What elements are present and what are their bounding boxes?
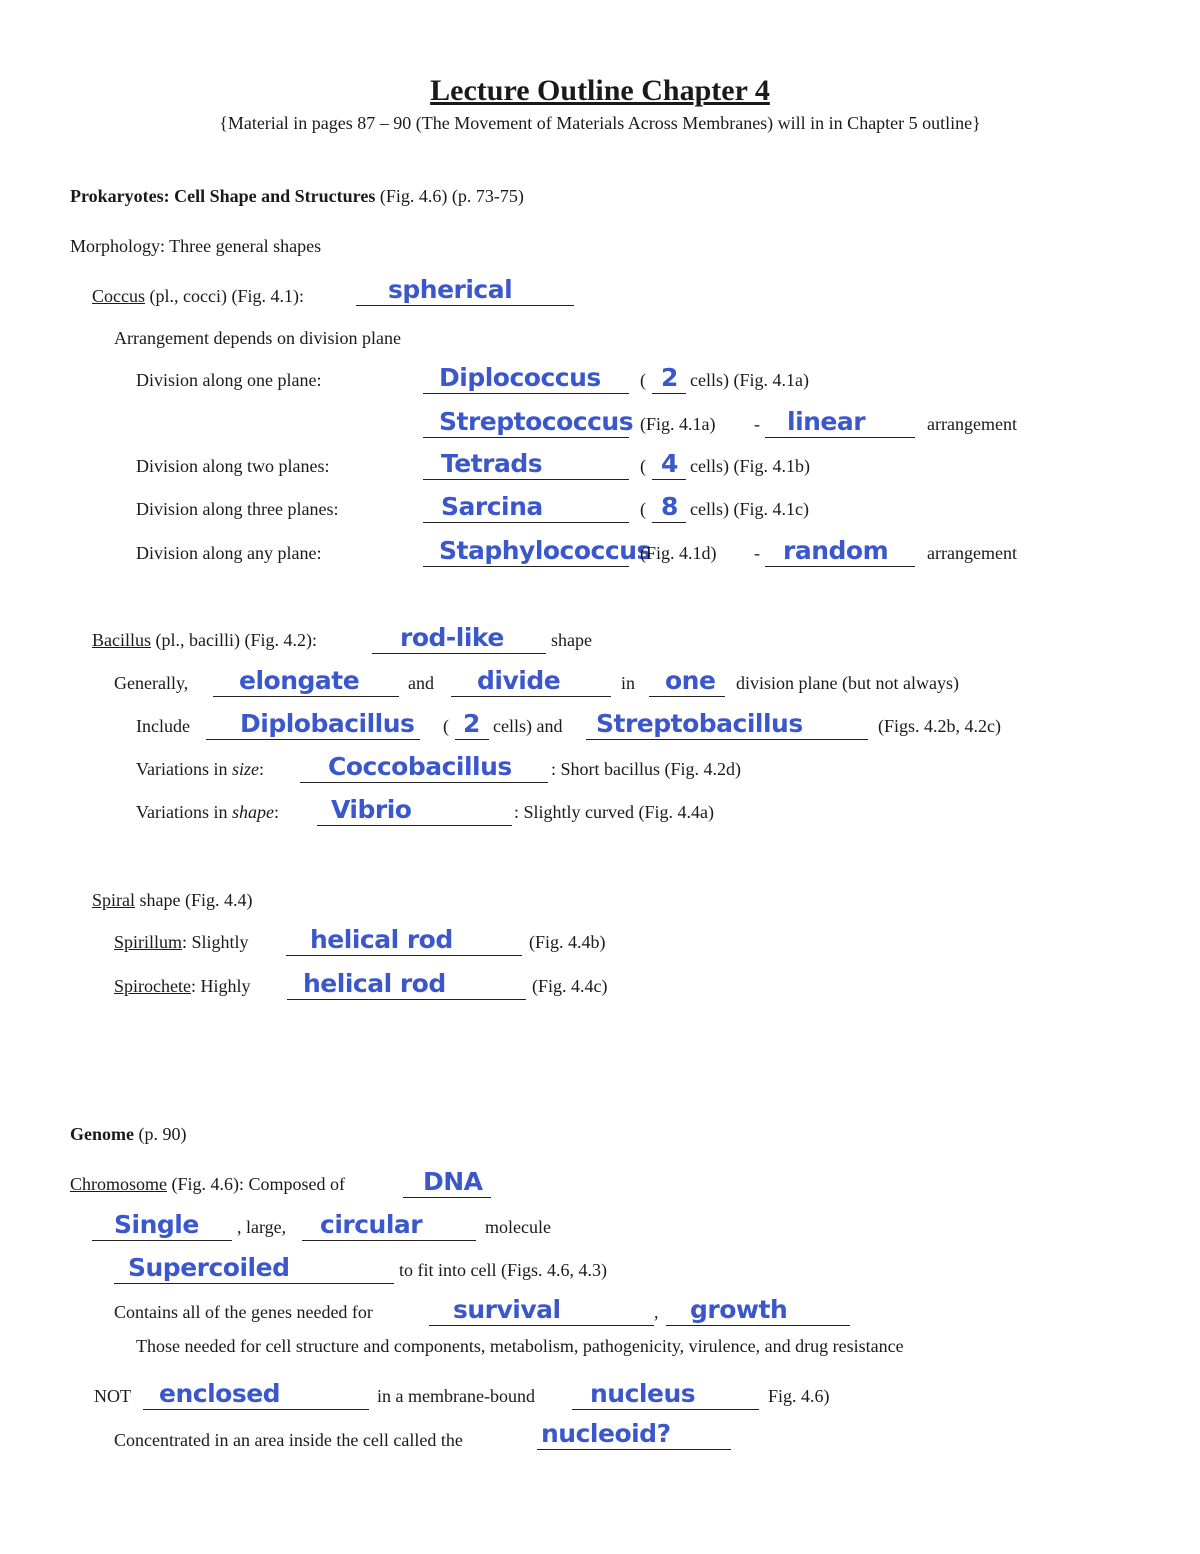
include-label: Include (136, 716, 190, 736)
supercoiled-blank (114, 1253, 394, 1284)
division-plane-text: division plane (but not always) (736, 673, 959, 693)
divide-answer: divide (477, 666, 561, 695)
any-plane-arr-answer: random (783, 536, 889, 565)
spiral-term: Spiral (92, 890, 135, 910)
size-answer: Coccobacillus (328, 752, 512, 781)
bacillus-term: Bacillus (92, 630, 151, 650)
coccus-line (92, 284, 304, 308)
coccus-rest: (pl., cocci) (Fig. 4.1): (145, 286, 304, 306)
shape-em: shape (232, 802, 274, 822)
any-plane-dash: - (754, 543, 760, 563)
prokaryotes-heading-line (70, 184, 524, 208)
size-blank (300, 752, 548, 783)
one-plane-blank (423, 363, 629, 394)
nucleoid-answer: nucleoid? (541, 1419, 671, 1448)
prokaryotes-ref: (Fig. 4.6) (p. 73-75) (375, 186, 524, 206)
any-plane-fig: (Fig. 4.1d) (640, 543, 717, 563)
genome-ref: (p. 90) (133, 1124, 187, 1144)
two-planes-answer: Tetrads (441, 449, 543, 478)
coccus-blank (356, 275, 574, 306)
shape-pre: Variations in (136, 802, 232, 822)
genome-heading: Genome (70, 1124, 134, 1144)
morphology-line: Morphology: Three general shapes (70, 236, 322, 256)
two-planes-num: 4 (661, 449, 678, 478)
single-answer: Single (114, 1210, 199, 1239)
any-plane-blank (423, 536, 651, 567)
any-plane-answer: Staphylococcus (439, 536, 651, 565)
diplobacillus-answer: Diplobacillus (240, 709, 415, 738)
spirochete-rest: : Highly (190, 976, 251, 996)
growth-answer: growth (690, 1295, 788, 1324)
any-plane-arr-blank (765, 536, 915, 567)
bacillus-line (92, 628, 317, 652)
single-blank (92, 1210, 232, 1241)
comma-text: , (654, 1302, 659, 1322)
elongate-answer: elongate (239, 666, 360, 695)
size-em: size (232, 759, 259, 779)
three-planes-num-blank (652, 492, 686, 523)
page-subtitle: {Material in pages 87 – 90 (The Movement of Materials Across Membranes) will in in Chapter 5 outline} (219, 113, 981, 133)
two-planes-label: Division along two planes: (136, 456, 330, 476)
shape-blank (317, 795, 512, 826)
shape-desc: : Slightly curved (Fig. 4.4a) (514, 802, 714, 822)
spirillum-term: Spirillum (114, 932, 183, 952)
large-text: , large, (237, 1217, 287, 1237)
generally-label: Generally, (114, 673, 189, 693)
include-cells: cells) and (493, 716, 563, 736)
chromosome-line (70, 1172, 345, 1196)
spirillum-answer: helical rod (310, 925, 453, 954)
two-planes-num-blank (652, 449, 686, 480)
strep-fig: (Fig. 4.1a) (640, 414, 716, 434)
three-planes-label: Division along three planes: (136, 499, 339, 519)
spirillum-rest: : Slightly (182, 932, 249, 952)
one-plane-num: 2 (661, 363, 678, 392)
any-plane-label: Division along any plane: (136, 543, 322, 563)
two-planes-blank (423, 449, 629, 480)
spirochete-answer: helical rod (303, 969, 446, 998)
spiral-line (92, 888, 252, 912)
streptobacillus-blank (586, 709, 868, 740)
dna-answer: DNA (423, 1167, 483, 1196)
coccus-answer: spherical (388, 275, 513, 304)
spiral-rest: shape (Fig. 4.4) (135, 890, 253, 910)
elongate-blank (213, 666, 399, 697)
shape-post: : (274, 802, 280, 822)
one-plane-answer: Diplococcus (439, 363, 601, 392)
spirillum-blank (286, 925, 522, 956)
one-answer: one (665, 666, 716, 695)
enclosed-answer: enclosed (159, 1379, 281, 1408)
diplobacillus-blank (206, 709, 420, 740)
strep-arr-answer: linear (787, 407, 866, 436)
circular-answer: circular (320, 1210, 423, 1239)
bacillus-shape-word: shape (551, 630, 592, 650)
chromosome-term: Chromosome (70, 1174, 167, 1194)
one-plane-open: ( (640, 370, 646, 390)
three-planes-answer: Sarcina (441, 492, 543, 521)
include-num: 2 (463, 709, 480, 738)
fig-close-text: Fig. 4.6) (768, 1386, 830, 1406)
and-word: and (408, 673, 434, 693)
survival-blank (429, 1295, 654, 1326)
concentrated-text: Concentrated in an area inside the cell called the (114, 1430, 463, 1450)
bacillus-blank (372, 623, 546, 654)
nucleus-answer: nucleus (590, 1379, 696, 1408)
growth-blank (666, 1295, 850, 1326)
prokaryotes-heading: Prokaryotes: Cell Shape and Structures (70, 186, 376, 206)
supercoiled-answer: Supercoiled (128, 1253, 290, 1282)
contains-text: Contains all of the genes needed for (114, 1302, 373, 1322)
coccus-term: Coccus (92, 286, 145, 306)
bacillus-rest: (pl., bacilli) (Fig. 4.2): (151, 630, 317, 650)
size-label (136, 757, 264, 781)
three-planes-blank (423, 492, 629, 523)
survival-answer: survival (453, 1295, 561, 1324)
three-planes-open: ( (640, 499, 646, 519)
spirochete-line (114, 974, 251, 998)
one-blank (649, 666, 725, 697)
size-pre: Variations in (136, 759, 232, 779)
strep-arrangement-word: arrangement (927, 414, 1017, 434)
spirillum-fig: (Fig. 4.4b) (529, 932, 606, 952)
not-word: NOT (94, 1386, 131, 1406)
include-open: ( (443, 716, 449, 736)
any-plane-arrangement-word: arrangement (927, 543, 1017, 563)
two-planes-cells: cells) (Fig. 4.1b) (690, 456, 810, 476)
bacillus-answer: rod-like (400, 623, 504, 652)
include-figs: (Figs. 4.2b, 4.2c) (878, 716, 1001, 736)
size-post: : (259, 759, 265, 779)
strep-dash: - (754, 414, 760, 434)
enclosed-blank (143, 1379, 369, 1410)
nucleus-blank (572, 1379, 759, 1410)
chromosome-rest: (Fig. 4.6): Composed of (167, 1174, 345, 1194)
spirillum-line (114, 930, 249, 954)
membrane-text: in a membrane-bound (377, 1386, 535, 1406)
one-plane-label: Division along one plane: (136, 370, 322, 390)
dna-blank (403, 1167, 491, 1198)
circular-blank (302, 1210, 476, 1241)
shape-label (136, 800, 279, 824)
include-num-blank (455, 709, 489, 740)
three-planes-num: 8 (661, 492, 678, 521)
spirochete-blank (287, 969, 526, 1000)
size-desc: : Short bacillus (Fig. 4.2d) (551, 759, 741, 779)
divide-blank (451, 666, 611, 697)
in-word: in (621, 673, 636, 693)
page-title: Lecture Outline Chapter 4 (430, 74, 770, 107)
molecule-text: molecule (485, 1217, 551, 1237)
spirochete-fig: (Fig. 4.4c) (532, 976, 608, 996)
three-planes-cells: cells) (Fig. 4.1c) (690, 499, 809, 519)
nucleoid-blank (537, 1419, 731, 1450)
streptobacillus-answer: Streptobacillus (596, 709, 803, 738)
strep-arr-blank (765, 407, 915, 438)
one-plane-num-blank (652, 363, 686, 394)
fit-text: to fit into cell (Figs. 4.6, 4.3) (399, 1260, 607, 1280)
arrangement-line: Arrangement depends on division plane (114, 328, 401, 348)
one-plane-cells: cells) (Fig. 4.1a) (690, 370, 809, 390)
two-planes-open: ( (640, 456, 646, 476)
spirochete-term: Spirochete (114, 976, 191, 996)
those-text: Those needed for cell structure and components, metabolism, pathogenicity, virulence, and drug resistance (136, 1336, 904, 1356)
genome-heading-line (70, 1122, 186, 1146)
strep-blank (423, 407, 634, 438)
shape-answer: Vibrio (331, 795, 412, 824)
strep-answer: Streptococcus (439, 407, 634, 436)
